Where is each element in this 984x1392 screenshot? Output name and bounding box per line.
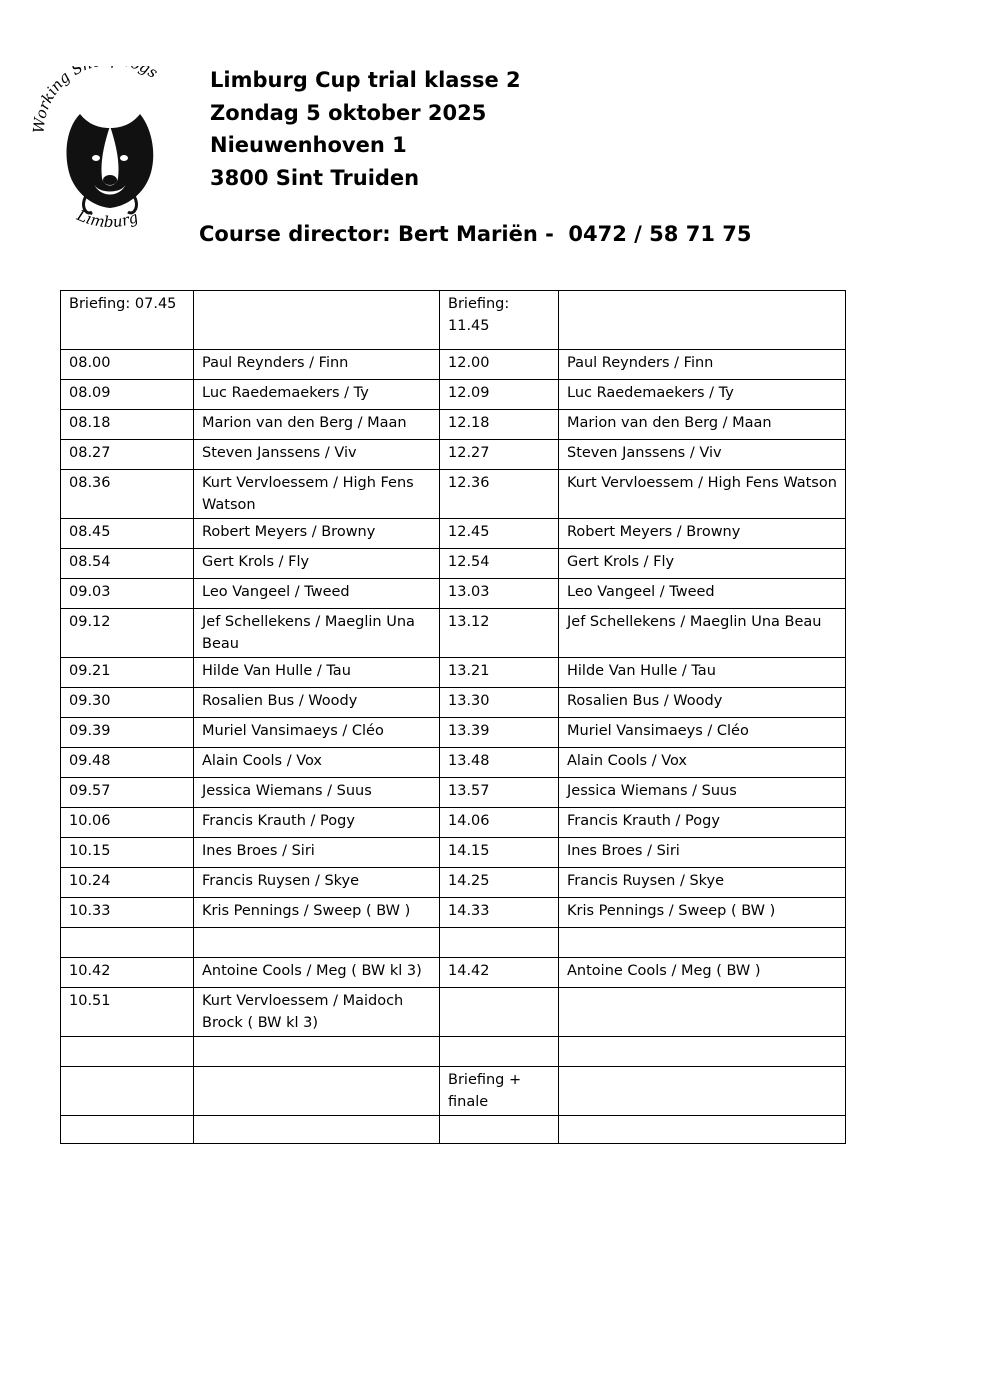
schedule-row (61, 718, 846, 748)
morning-handler-cell: Jef Schellekens / Maeglin Una Beau (194, 609, 440, 658)
afternoon-handler-cell: Alain Cools / Vox (559, 748, 846, 778)
afternoon-handler-cell: Hilde Van Hulle / Tau (559, 658, 846, 688)
schedule-row (61, 898, 846, 928)
morning-handler-cell: Luc Raedemaekers / Ty (194, 380, 440, 410)
morning-time-cell: 09.30 (61, 688, 194, 718)
morning-handler-cell: Leo Vangeel / Tweed (194, 579, 440, 609)
morning-time-cell: 08.09 (61, 380, 194, 410)
morning-handler-cell: Robert Meyers / Browny (194, 519, 440, 549)
morning-time-cell: 08.54 (61, 549, 194, 579)
schedule-body (61, 291, 846, 1144)
afternoon-handler-cell: Jef Schellekens / Maeglin Una Beau (559, 609, 846, 658)
afternoon-time-cell (440, 1116, 559, 1144)
afternoon-handler-cell: Francis Krauth / Pogy (559, 808, 846, 838)
morning-time-cell: 09.48 (61, 748, 194, 778)
afternoon-handler-cell (559, 291, 846, 350)
afternoon-time-cell (440, 988, 559, 1037)
morning-handler-cell: Francis Krauth / Pogy (194, 808, 440, 838)
morning-handler-cell (194, 291, 440, 350)
morning-time-cell: 10.24 (61, 868, 194, 898)
course-director: Course director: Bert Mariën - 0472 / 58 71 75 (199, 222, 752, 246)
morning-time-cell: 10.51 (61, 988, 194, 1037)
afternoon-time-cell: 12.27 (440, 440, 559, 470)
morning-handler-cell: Muriel Vansimaeys / Cléo (194, 718, 440, 748)
morning-handler-cell: Jessica Wiemans / Suus (194, 778, 440, 808)
schedule-row (61, 778, 846, 808)
morning-handler-cell: Francis Ruysen / Skye (194, 868, 440, 898)
schedule-row (61, 380, 846, 410)
morning-time-cell: 08.27 (61, 440, 194, 470)
morning-handler-cell (194, 1116, 440, 1144)
morning-handler-cell: Hilde Van Hulle / Tau (194, 658, 440, 688)
afternoon-time-cell: 13.57 (440, 778, 559, 808)
schedule-row (61, 579, 846, 609)
afternoon-handler-cell: Gert Krols / Fly (559, 549, 846, 579)
afternoon-handler-cell (559, 1116, 846, 1144)
schedule-row (61, 410, 846, 440)
schedule-row (61, 1037, 846, 1067)
afternoon-time-cell (440, 1037, 559, 1067)
morning-time-cell: 09.39 (61, 718, 194, 748)
afternoon-handler-cell: Paul Reynders / Finn (559, 350, 846, 380)
schedule-row (61, 988, 846, 1037)
schedule-row (61, 838, 846, 868)
club-logo (30, 66, 190, 241)
afternoon-time-cell: 14.25 (440, 868, 559, 898)
schedule-row (61, 350, 846, 380)
morning-time-cell (61, 1067, 194, 1116)
morning-time-cell: 08.45 (61, 519, 194, 549)
morning-time-cell: 10.33 (61, 898, 194, 928)
morning-handler-cell: Marion van den Berg / Maan (194, 410, 440, 440)
morning-time-cell (61, 1037, 194, 1067)
event-address-street: Nieuwenhoven 1 (210, 133, 407, 157)
morning-handler-cell: Rosalien Bus / Woody (194, 688, 440, 718)
morning-time-cell: 09.03 (61, 579, 194, 609)
morning-handler-cell: Kurt Vervloessem / High Fens Watson (194, 470, 440, 519)
schedule-row (61, 868, 846, 898)
morning-handler-cell: Kris Pennings / Sweep ( BW ) (194, 898, 440, 928)
morning-time-cell: 10.15 (61, 838, 194, 868)
morning-time-cell: 08.36 (61, 470, 194, 519)
schedule-row (61, 748, 846, 778)
morning-handler-cell: Steven Janssens / Viv (194, 440, 440, 470)
morning-time-cell: Briefing: 07.45 (61, 291, 194, 350)
afternoon-time-cell: 13.12 (440, 609, 559, 658)
schedule-row (61, 658, 846, 688)
morning-time-cell: 09.57 (61, 778, 194, 808)
schedule-row (61, 609, 846, 658)
afternoon-time-cell: 12.18 (440, 410, 559, 440)
schedule-row (61, 470, 846, 519)
afternoon-handler-cell: Rosalien Bus / Woody (559, 688, 846, 718)
morning-handler-cell (194, 1067, 440, 1116)
schedule-table (60, 290, 846, 1144)
logo-top-text: Working S gs (30, 66, 162, 135)
afternoon-time-cell: 12.45 (440, 519, 559, 549)
morning-time-cell: 10.42 (61, 958, 194, 988)
afternoon-handler-cell: Kris Pennings / Sweep ( BW ) (559, 898, 846, 928)
afternoon-time-cell: 14.42 (440, 958, 559, 988)
morning-handler-cell: Kurt Vervloessem / Maidoch Brock ( BW kl 3) (194, 988, 440, 1037)
afternoon-handler-cell: Antoine Cools / Meg ( BW ) (559, 958, 846, 988)
morning-time-cell: 08.00 (61, 350, 194, 380)
afternoon-handler-cell: Luc Raedemaekers / Ty (559, 380, 846, 410)
schedule-row (61, 958, 846, 988)
afternoon-handler-cell (559, 928, 846, 958)
morning-time-cell: 08.18 (61, 410, 194, 440)
afternoon-handler-cell: Robert Meyers / Browny (559, 519, 846, 549)
event-address-city: 3800 Sint Truiden (210, 165, 420, 190)
afternoon-time-cell: Briefing: 11.45 (440, 291, 559, 350)
schedule-row (61, 549, 846, 579)
morning-handler-cell (194, 1037, 440, 1067)
event-title: Limburg Cup trial klasse 2 (210, 68, 521, 92)
afternoon-time-cell: 13.39 (440, 718, 559, 748)
morning-handler-cell (194, 928, 440, 958)
afternoon-time-cell: 14.06 (440, 808, 559, 838)
afternoon-time-cell: 13.03 (440, 579, 559, 609)
afternoon-time-cell: 14.33 (440, 898, 559, 928)
afternoon-handler-cell: Leo Vangeel / Tweed (559, 579, 846, 609)
morning-time-cell (61, 1116, 194, 1144)
schedule-row (61, 440, 846, 470)
dog-head-icon (67, 114, 154, 213)
afternoon-handler-cell: Kurt Vervloessem / High Fens Watson (559, 470, 846, 519)
morning-time-cell: 09.12 (61, 609, 194, 658)
schedule-row (61, 519, 846, 549)
afternoon-time-cell (440, 928, 559, 958)
schedule-row (61, 928, 846, 958)
morning-time-cell (61, 928, 194, 958)
schedule-row (61, 1116, 846, 1144)
afternoon-handler-cell: Marion van den Berg / Maan (559, 410, 846, 440)
morning-handler-cell: Antoine Cools / Meg ( BW kl 3) (194, 958, 440, 988)
sheepdog-logo-icon (30, 66, 190, 241)
afternoon-time-cell: 14.15 (440, 838, 559, 868)
afternoon-time-cell: 13.48 (440, 748, 559, 778)
afternoon-time-cell: 12.36 (440, 470, 559, 519)
afternoon-time-cell: 12.54 (440, 549, 559, 579)
morning-handler-cell: Alain Cools / Vox (194, 748, 440, 778)
morning-time-cell: 09.21 (61, 658, 194, 688)
morning-handler-cell: Gert Krols / Fly (194, 549, 440, 579)
event-date: Zondag 5 oktober 2025 (210, 100, 487, 125)
event-heading (210, 64, 521, 194)
schedule-row (61, 1067, 846, 1116)
afternoon-handler-cell (559, 1037, 846, 1067)
afternoon-handler-cell: Ines Broes / Siri (559, 838, 846, 868)
afternoon-time-cell: 13.21 (440, 658, 559, 688)
afternoon-handler-cell: Jessica Wiemans / Suus (559, 778, 846, 808)
afternoon-handler-cell: Steven Janssens / Viv (559, 440, 846, 470)
afternoon-handler-cell (559, 1067, 846, 1116)
morning-handler-cell: Paul Reynders / Finn (194, 350, 440, 380)
morning-handler-cell: Ines Broes / Siri (194, 838, 440, 868)
logo-bottom-text: Limburg (74, 206, 141, 232)
afternoon-handler-cell: Francis Ruysen / Skye (559, 868, 846, 898)
afternoon-time-cell: 12.00 (440, 350, 559, 380)
schedule-row (61, 688, 846, 718)
afternoon-time-cell: 12.09 (440, 380, 559, 410)
schedule-row (61, 808, 846, 838)
afternoon-handler-cell: Muriel Vansimaeys / Cléo (559, 718, 846, 748)
afternoon-time-cell: Briefing + finale (440, 1067, 559, 1116)
afternoon-time-cell: 13.30 (440, 688, 559, 718)
afternoon-handler-cell (559, 988, 846, 1037)
schedule-row (61, 291, 846, 350)
morning-time-cell: 10.06 (61, 808, 194, 838)
